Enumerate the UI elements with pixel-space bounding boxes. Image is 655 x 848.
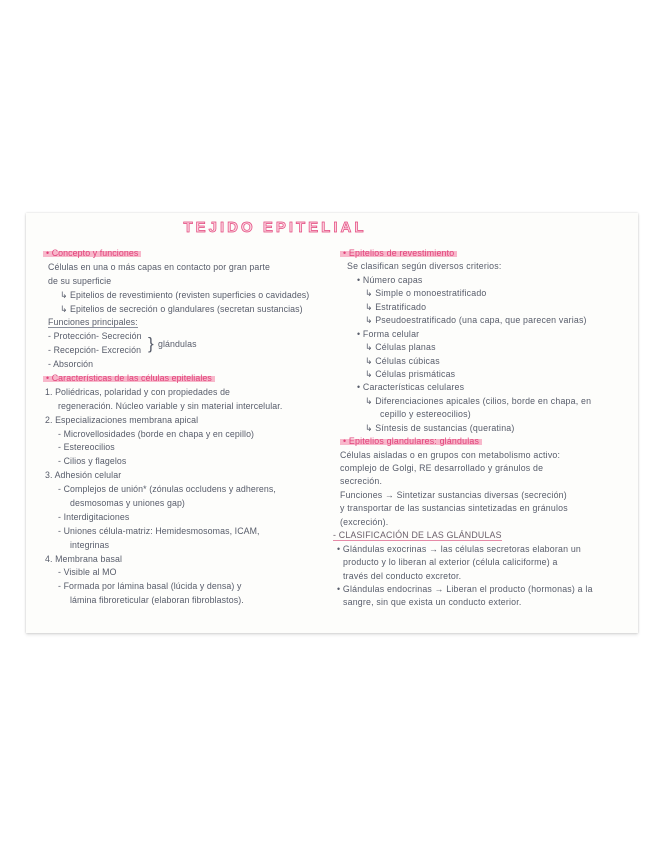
arrow-item bbox=[333, 301, 633, 314]
dash-subitem bbox=[40, 511, 332, 525]
paragraph-line bbox=[333, 489, 633, 502]
line-text: - Cilios y flagelos bbox=[58, 456, 127, 467]
brace-symbol: } bbox=[148, 334, 154, 354]
line-text: cepillo y estereocilios) bbox=[380, 409, 471, 420]
arrow-item-continuation bbox=[333, 408, 633, 421]
note-text bbox=[40, 261, 332, 275]
arrow-item bbox=[40, 303, 332, 317]
numbered-item-continuation bbox=[40, 400, 332, 414]
subheading bbox=[40, 316, 332, 330]
function-item: - Secreción bbox=[96, 331, 142, 342]
gland-bullet bbox=[333, 543, 633, 556]
function-pair bbox=[40, 344, 332, 358]
line-text: ↳ Síntesis de sustancias (queratina) bbox=[365, 422, 515, 433]
line-text: • Número capas bbox=[357, 274, 423, 285]
arrow-item bbox=[333, 368, 633, 381]
line-text: • Epitelios de revestimiento bbox=[340, 248, 457, 258]
line-text: - Absorción bbox=[48, 359, 94, 370]
note-text bbox=[40, 275, 332, 289]
numbered-item bbox=[40, 553, 332, 567]
line-text: secreción. bbox=[340, 476, 383, 487]
line-text: • Epitelios glandulares: glándulas bbox=[340, 436, 482, 446]
classification-heading bbox=[333, 529, 633, 542]
line-text: regeneración. Núcleo variable y sin material intercelular. bbox=[58, 400, 283, 411]
gland-bullet-continuation bbox=[333, 596, 633, 609]
arrow-item bbox=[333, 395, 633, 408]
dash-subitem bbox=[40, 525, 332, 539]
line-text: - Microvellosidades (borde en chapa y en cepillo) bbox=[58, 428, 255, 439]
line-text: • Características de las células epiteliales bbox=[43, 373, 215, 383]
line-text: y transportar de las sustancias sintetizadas en gránulos bbox=[340, 503, 568, 514]
note-text bbox=[333, 260, 633, 273]
line-text: - Formada por lámina basal (lúcida y densa) y bbox=[58, 581, 242, 592]
function-item: - Recepción bbox=[48, 345, 97, 356]
line-text: de su superficie bbox=[48, 275, 112, 286]
dash-subitem bbox=[40, 566, 332, 580]
arrow-item bbox=[333, 287, 633, 300]
gland-bullet bbox=[333, 583, 633, 596]
section-heading bbox=[40, 372, 332, 386]
line-text: • Características celulares bbox=[357, 382, 465, 393]
line-text: - Complejos de unión* (zónulas occludens y adherens, bbox=[58, 484, 276, 495]
dash-subitem bbox=[40, 483, 332, 497]
subitem-continuation bbox=[40, 497, 332, 511]
bullet-item bbox=[333, 381, 633, 394]
left-column bbox=[40, 247, 332, 608]
section-heading bbox=[40, 247, 332, 261]
line-text: - Visible al MO bbox=[58, 567, 117, 578]
line-text: 3. Adhesión celular bbox=[45, 470, 122, 481]
line-text: través del conducto excretor. bbox=[343, 570, 462, 581]
line-text: complejo de Golgi, RE desarrollado y gránulos de bbox=[340, 463, 544, 473]
arrow-item bbox=[333, 355, 633, 368]
line-text: integrinas bbox=[70, 539, 110, 550]
dash-item bbox=[40, 358, 332, 372]
dash-subitem bbox=[40, 428, 332, 442]
line-text: ↳ Células cúbicas bbox=[365, 355, 440, 366]
gland-bullet-continuation bbox=[333, 556, 633, 569]
section-heading bbox=[333, 247, 633, 260]
gland-bullet-continuation bbox=[333, 570, 633, 583]
line-text: • Forma celular bbox=[357, 328, 420, 339]
dash-subitem bbox=[40, 441, 332, 455]
arrow-item bbox=[333, 341, 633, 354]
line-text: 1. Poliédricas, polaridad y con propiedades de bbox=[45, 386, 231, 397]
function-item: - Protección bbox=[48, 331, 97, 342]
line-text: - Estereocilios bbox=[58, 442, 115, 453]
line-text: producto y lo liberan al exterior (célula caliciforme) a bbox=[343, 557, 558, 568]
line-text: (excreción). bbox=[340, 516, 389, 527]
line-text: ↳ Células prismáticas bbox=[365, 368, 456, 379]
subitem-continuation bbox=[40, 594, 332, 608]
line-text: sangre, sin que exista un conducto exterior. bbox=[343, 597, 522, 608]
paragraph-line bbox=[333, 449, 633, 462]
line-text: Células en una o más capas en contacto por gran parte bbox=[48, 261, 270, 272]
line-text: ↳ Células planas bbox=[365, 342, 436, 353]
line-text: • Concepto y funciones bbox=[43, 248, 141, 258]
paragraph-line bbox=[333, 475, 633, 488]
line-text: ↳ Simple o monoestratificado bbox=[365, 288, 487, 299]
line-text: ↳ Estratificado bbox=[365, 301, 427, 312]
function-item: - Excreción bbox=[96, 345, 142, 356]
bullet-item bbox=[333, 274, 633, 287]
line-text: ↳ Diferenciaciones apicales (cilios, borde en chapa, en bbox=[365, 395, 592, 406]
line-text: 2. Especializaciones membrana apical bbox=[45, 414, 199, 425]
line-text: 4. Membrana basal bbox=[45, 553, 123, 564]
line-text: Funciones → Sintetizar sustancias diversas (secreción) bbox=[340, 489, 567, 500]
line-text: Células aisladas o en grupos con metabolismo activo: bbox=[340, 449, 561, 460]
numbered-item bbox=[40, 469, 332, 483]
line-text: - Uniones célula-matriz: Hemidesmosomas, ICAM, bbox=[58, 525, 260, 536]
line-text: ↳ Epitelios de secreción o glandulares (secretan sustancias) bbox=[60, 303, 303, 314]
line-text: Funciones principales: bbox=[48, 317, 138, 328]
right-column bbox=[333, 247, 633, 610]
section-heading bbox=[333, 435, 633, 448]
paragraph-line bbox=[333, 462, 633, 475]
line-text: lámina fibroreticular (elaboran fibroblastos). bbox=[70, 595, 244, 606]
line-text: Se clasifican según diversos criterios: bbox=[347, 261, 502, 272]
arrow-item bbox=[333, 422, 633, 435]
brace-label: glándulas bbox=[158, 339, 197, 350]
line-text: - Interdigitaciones bbox=[58, 511, 130, 522]
line-text: - CLASIFICACIÓN DE LAS GLÁNDULAS bbox=[333, 530, 502, 541]
bullet-item bbox=[333, 328, 633, 341]
dash-subitem bbox=[40, 455, 332, 469]
arrow-item bbox=[40, 289, 332, 303]
line-text: desmosomas y uniones gap) bbox=[70, 498, 185, 509]
line-text: ↳ Epitelios de revestimiento (revisten superficies o cavidades) bbox=[60, 289, 310, 300]
paragraph-line bbox=[333, 516, 633, 529]
line-text: • Glándulas exocrinas → las células secretoras elaboran un bbox=[337, 543, 582, 554]
paragraph-line bbox=[333, 502, 633, 515]
line-text: • Glándulas endocrinas → Liberan el producto (hormonas) a la bbox=[337, 583, 593, 594]
page-title: TEJIDO EPITELIAL bbox=[183, 219, 367, 236]
numbered-item bbox=[40, 414, 332, 428]
dash-subitem bbox=[40, 580, 332, 594]
line-text: ↳ Pseudoestratificado (una capa, que parecen varias) bbox=[365, 315, 587, 326]
arrow-item bbox=[333, 314, 633, 327]
subitem-continuation bbox=[40, 539, 332, 553]
numbered-item bbox=[40, 386, 332, 400]
